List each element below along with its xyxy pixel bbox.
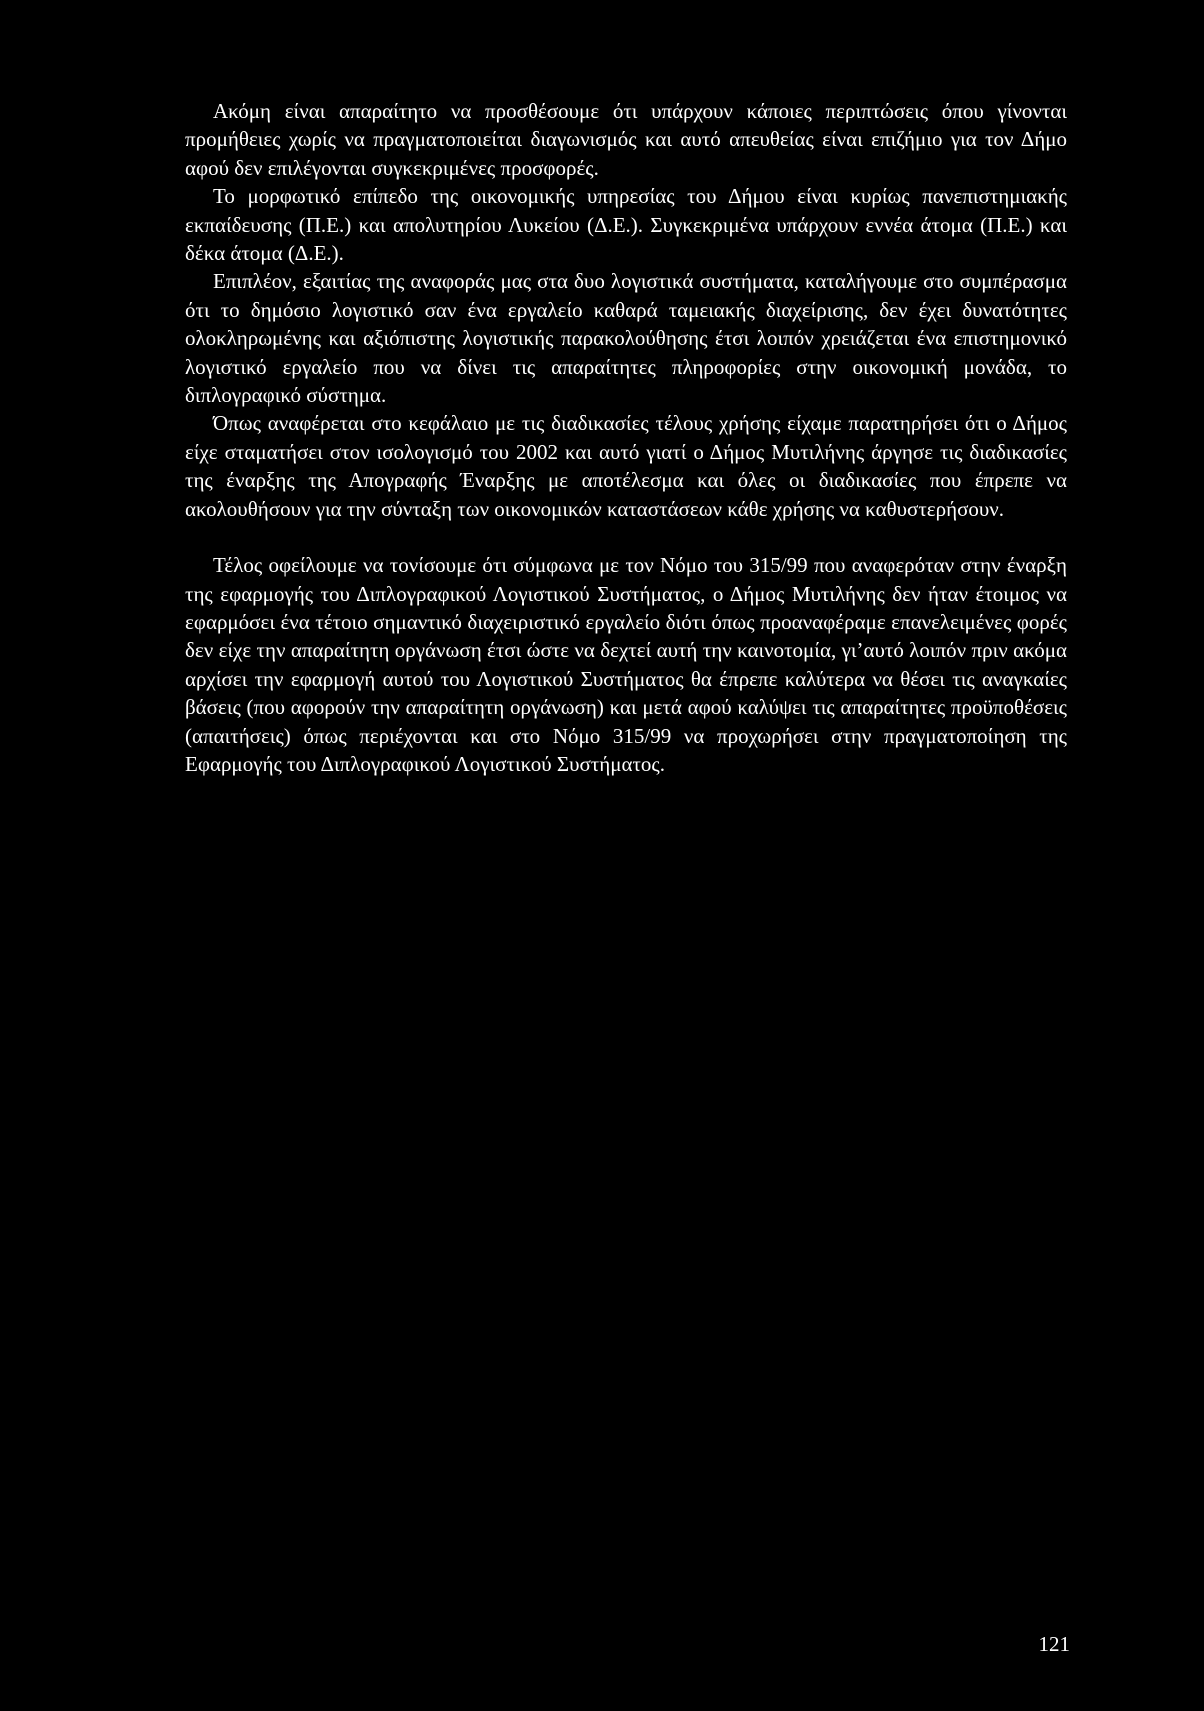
paragraph-year-end-procedures: Όπως αναφέρεται στο κεφάλαιο με τις διαδικασίες τέλους χρήσης είχαμε παρατηρήσει ότι ο Δήμος είχε σταματήσει στον ισολογισμό του 2002 και αυτό γιατί ο Δήμος Μυτιλήνης άργησε τις διαδικασίες της έναρξης της Απογραφής Έναρξης με αποτέλεσμα και όλες οι διαδικασίες που έπρεπε να ακολουθήσουν για την σύνταξη των οικονομικών καταστάσεων κάθε χρήσης να καθυστερήσουν. (185, 411, 1067, 521)
paragraph-spacer (185, 523, 1067, 551)
paragraph-procurement: Ακόμη είναι απαραίτητο να προσθέσουμε ότι υπάρχουν κάποιες περιπτώσεις όπου γίνονται προμήθειες χωρίς να πραγματοποιείται διαγωνισμός και αυτό απευθείας είναι επιζήμιο για τον Δήμο αφού δεν επιλέγονται συγκεκριμένες προσφορές. (185, 99, 1067, 180)
document-body (185, 97, 1067, 778)
paragraph-education-level: Το μορφωτικό επίπεδο της οικονομικής υπηρεσίας του Δήμου είναι κυρίως πανεπιστημιακής εκπαίδευσης (Π.Ε.) και απολυτηρίου Λυκείου (Δ.Ε.). Συγκεκριμένα υπάρχουν εννέα άτομα (Π.Ε.) και δέκα άτομα (Δ.Ε.). (185, 184, 1067, 266)
paragraph-conclusion: Τέλος οφείλουμε να τονίσουμε ότι σύμφωνα με τον Νόμο του 315/99 που αναφερόταν στην έναρξη της εφαρμογής του Διπλογραφικού Λογιστικού Συστήματος, ο Δήμος Μυτιλήνης δεν ήταν έτοιμος να εφαρμόσει ένα τέτοιο σημαντικό διαχειριστικό εργαλείο διότι όπως προαναφέραμε επανελειμένες φορές δεν είχε την απαραίτητη οργάνωση έτσι ώστε να δεχτεί αυτή την καινοτομία, γι’αυτό λοιπόν πριν ακόμα αρχίσει την εφαρμογή αυτού του Λογιστικού Συστήματος θα έπρεπε καλύτερα να θέσει τις αναγκαίες βάσεις (που αφορούν την απαραίτητη οργάνωση) και μετά αφού καλύψει τις απαραίτητες προϋποθέσεις (απαιτήσεις) όπως περιέχονται και στο Νόμο 315/99 να προχωρήσει στην πραγματοποίηση της Εφαρμογής του Διπλογραφικού Λογιστικού Συστήματος. (185, 553, 1067, 776)
page-number: 121 (1038, 1632, 1070, 1656)
paragraph-accounting-systems: Επιπλέον, εξαιτίας της αναφοράς μας στα δυο λογιστικά συστήματα, καταλήγουμε στο συμπέρασμα ότι το δημόσιο λογιστικό σαν ένα εργαλείο καθαρά ταμειακής διαχείρισης, δεν έχει δυνατότητες ολοκληρωμένης και αξιόπιστης λογιστικής παρακολούθησης έτσι λοιπόν χρειάζεται ένα επιστημονικό λογιστικό εργαλείο που να δίνει τις απαραίτητες πληροφορίες στην οικονομική μονάδα, το διπλογραφικό σύστημα. (185, 269, 1067, 408)
